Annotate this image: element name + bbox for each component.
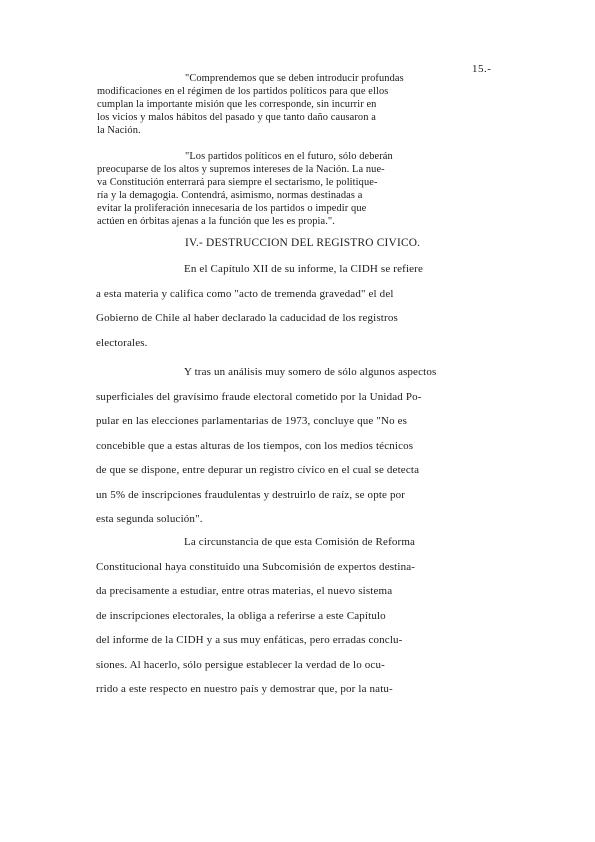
text-line: los vicios y malos hábitos del pasado y que tanto daño causaron a xyxy=(97,112,376,123)
text-line: de inscripciones electorales, la obliga a referirse a este Capítulo xyxy=(96,609,386,622)
text-line: superficiales del gravísimo fraude electoral cometido por la Unidad Po- xyxy=(96,390,422,403)
paragraph-3 xyxy=(96,530,486,702)
text-line: evitar la proliferación innecesaria de los partidos o impedir que xyxy=(97,203,367,214)
text-line: "Los partidos políticos en el futuro, sólo deberán xyxy=(185,151,393,162)
text-line: Constitucional haya constituido una Subcomisión de expertos destina- xyxy=(96,560,416,573)
text-line: rrido a este respecto en nuestro país y demostrar que, por la natu- xyxy=(96,683,393,695)
text-line: En el Capítulo XII de su informe, la CIDH se refiere xyxy=(184,263,424,275)
text-line: siones. Al hacerlo, sólo persigue establecer la verdad de lo ocu- xyxy=(96,658,385,671)
text-line: a esta materia y califica como "acto de tremenda gravedad" el del xyxy=(96,287,394,300)
text-line: preocuparse de los altos y supremos intereses de la Nación. La nue- xyxy=(97,164,385,175)
text-line: Gobierno de Chile al haber declarado la caducidad de los registros xyxy=(96,312,398,324)
quote-paragraph-2 xyxy=(97,150,477,228)
paragraph-2 xyxy=(96,360,486,532)
text-line: de que se dispone, entre depurar un registro cívico en el cual se detecta xyxy=(96,464,420,476)
section-heading: IV.- DESTRUCCION DEL REGISTRO CIVICO. xyxy=(185,237,421,249)
text-line: la Nación. xyxy=(97,125,141,136)
text-line: ría y la demagogia. Contendrá, asimismo, normas destinadas a xyxy=(97,190,363,201)
text-line: un 5% de inscripciones fraudulentas y destruirlo de raíz, se opte por xyxy=(96,488,406,501)
text-line: Y tras un análisis muy somero de sólo algunos aspectos xyxy=(184,366,437,378)
text-line: pular en las elecciones parlamentarias de 1973, concluye que "No es xyxy=(96,415,408,427)
text-line: del informe de la CIDH y a sus muy enfáticas, pero erradas conclu- xyxy=(96,634,403,646)
text-line: La circunstancia de que esta Comisión de Reforma xyxy=(184,536,416,548)
text-line: va Constitución enterrará para siempre el sectarismo, le politique- xyxy=(97,177,378,188)
paragraph-1 xyxy=(96,257,486,355)
page-number: 15.- xyxy=(472,63,492,75)
quote-paragraph-1 xyxy=(97,72,477,137)
text-line: da precisamente a estudiar, entre otras materias, el nuevo sistema xyxy=(96,585,393,597)
text-line: modificaciones en el régimen de los partidos políticos para que ellos xyxy=(97,86,389,97)
text-line: esta segunda solución". xyxy=(96,513,203,525)
text-line: cumplan la importante misión que les corresponde, sin incurrir en xyxy=(97,99,377,110)
text-line: concebible que a estas alturas de los tiempos, con los medios técnicos xyxy=(96,439,414,452)
text-line: "Comprendemos que se deben introducir profundas xyxy=(185,73,404,84)
text-line: electorales. xyxy=(96,336,148,349)
text-line: actúen en órbitas ajenas a la función que les es propia.". xyxy=(97,216,335,227)
